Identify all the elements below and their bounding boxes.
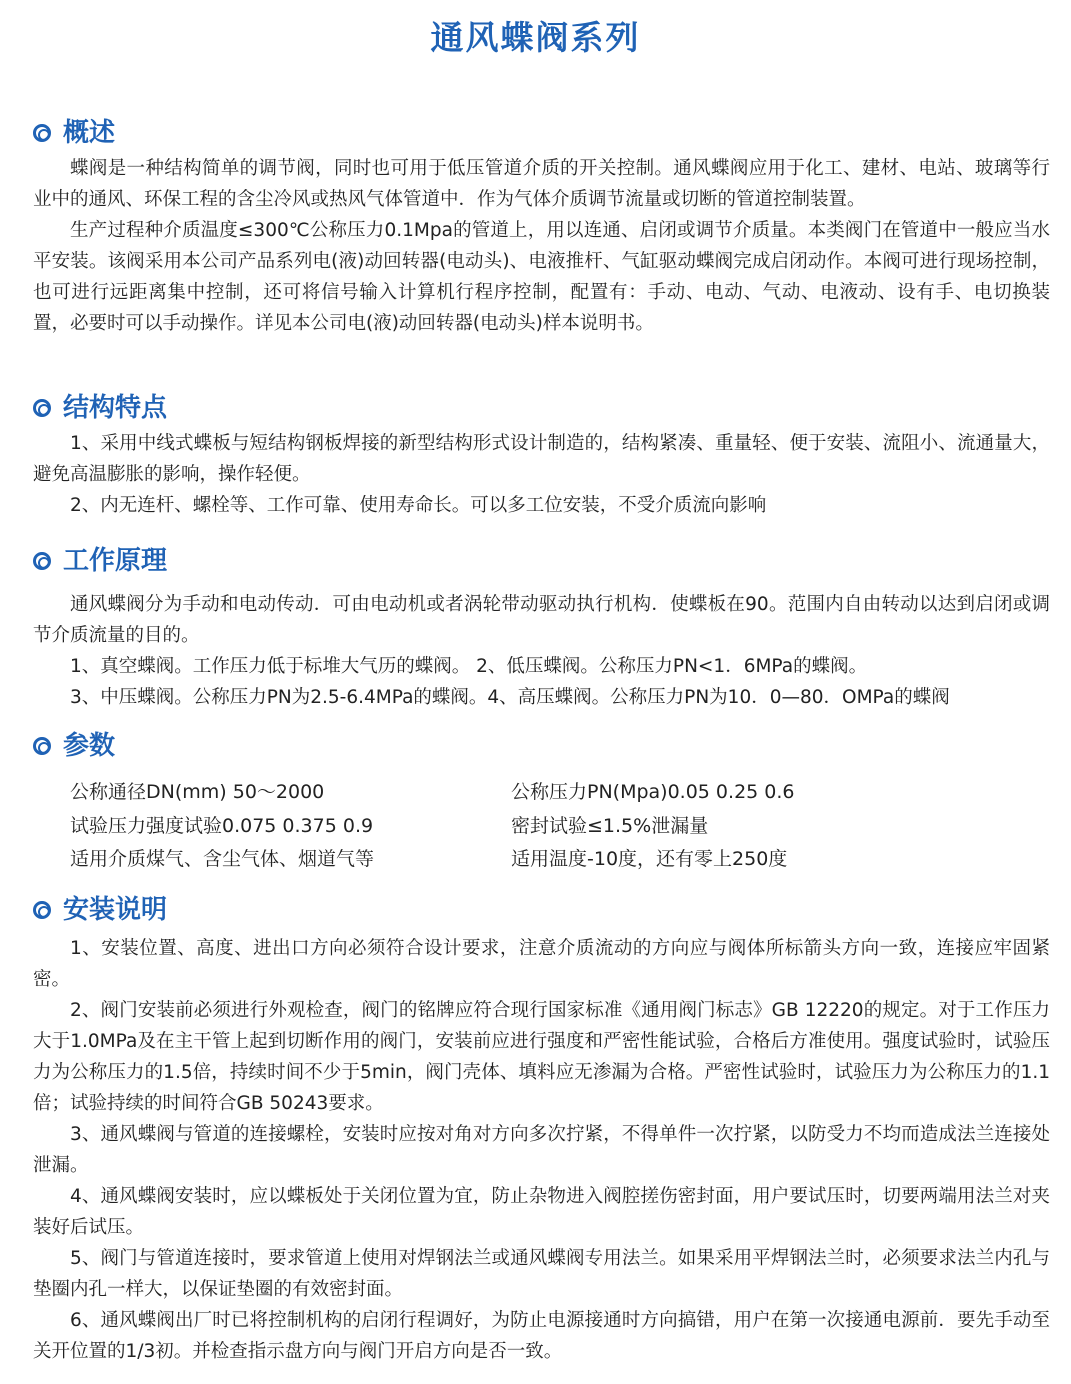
param-item: 试验压力强度试验0.075 0.375 0.9	[70, 814, 374, 837]
paragraph: 通风蝶阀分为手动和电动传动．可由电动机或者涡轮带动驱动执行机构．使蝶板在90。范围内自由转动以达到启闭或调节介质流量的目的。	[33, 594, 1050, 646]
paragraph: 4、通风蝶阀安装时，应以蝶板处于关闭位置为宜，防止杂物进入阀腔搓伤密封面，用户要试压时，切要两端用法兰对夹装好后试压。	[33, 1186, 1050, 1238]
section-principle	[33, 541, 1050, 713]
param-item: 公称压力PN(Mpa)0.05 0.25 0.6	[511, 781, 795, 803]
double-circle-icon	[33, 552, 51, 570]
page-title: 通风蝶阀系列	[430, 18, 641, 57]
section-install	[33, 890, 1050, 1367]
section-heading: 结构特点	[33, 388, 1050, 428]
paragraph: 生产过程种介质温度≤300℃公称压力0.1Mpa的管道上，用以连通、启闭或调节介质量。本类阀门在管道中一般应当水平安装。该阀采用本公司产品系列电(液)动回转器(电动头)、电液推杆、气缸驱动蝶阀完成启闭动作。本阀可进行现场控制，也可进行远距离集中控制，还可将信号输入计算机行程序控制，配置有：手动、电动、气动、电液动、设有手、电切换装置，必要时可以手动操作。详见本公司电(液)动回转器(电动头)样本说明书。	[33, 220, 1050, 334]
paragraph: 1、真空蝶阀。工作压力低于标堆大气历的蝶阀。 2、低压蝶阀。公称压力PN<1．6MPa的蝶阀。	[70, 656, 868, 677]
param-item: 公称通径DN(mm) 50～2000	[70, 781, 325, 803]
paragraph: 蝶阀是一种结构简单的调节阀，同时也可用于低压管道介质的开关控制。通风蝶阀应用于化工、建材、电站、玻璃等行业中的通风、环保工程的含尘冷风或热风气体管道中．作为气体介质调节流量或切断的管道控制装置。	[33, 158, 1050, 210]
params-grid	[33, 776, 1050, 877]
section-params	[33, 726, 1050, 877]
double-circle-icon	[33, 124, 51, 142]
paragraph: 3、中压蝶阀。公称压力PN为2.5-6.4MPa的蝶阀。4、高压蝶阀。公称压力PN为10．0—80．OMPa的蝶阀	[70, 687, 950, 708]
paragraph: 6、通风蝶阀出厂时已将控制机构的启闭行程调好，为防止电源接通时方向搞错，用户在第一次接通电源前．要先手动至关开位置的1/3初。并检查指示盘方向与阀门开启方向是否一致。	[33, 1310, 1050, 1362]
param-item: 适用温度-10度，还有零上250度	[511, 848, 788, 870]
section-heading: 参数	[33, 726, 1050, 766]
double-circle-icon	[33, 901, 51, 919]
paragraph: 2、内无连杆、螺栓等、工作可靠、使用寿命长。可以多工位安装，不受介质流向影响	[70, 495, 767, 516]
paragraph: 3、通风蝶阀与管道的连接螺栓，安装时应按对角对方向多次拧紧，不得单件一次拧紧，以防受力不均而造成法兰连接处泄漏。	[33, 1124, 1050, 1176]
paragraph: 1、安装位置、高度、进出口方向必须符合设计要求，注意介质流动的方向应与阀体所标箭头方向一致，连接应牢固紧密。	[33, 938, 1050, 990]
section-heading: 工作原理	[33, 541, 1050, 581]
paragraph: 1、采用中线式蝶板与短结构钢板焊接的新型结构形式设计制造的，结构紧凑、重量轻、便于安装、流阻小、流通量大，避免高温膨胀的影响，操作轻便。	[33, 433, 1050, 485]
param-item: 密封试验≤1.5%泄漏量	[511, 814, 709, 837]
double-circle-icon	[33, 737, 51, 755]
section-heading: 概述	[33, 113, 1050, 153]
paragraph: 5、阀门与管道连接时，要求管道上使用对焊钢法兰或通风蝶阀专用法兰。如果采用平焊钢法兰时，必须要求法兰内孔与垫圈内孔一样大，以保证垫圈的有效密封面。	[33, 1248, 1050, 1300]
section-features	[33, 388, 1050, 521]
section-heading: 安装说明	[33, 890, 1050, 930]
section-overview	[33, 113, 1050, 339]
paragraph: 2、阀门安装前必须进行外观检查，阀门的铭牌应符合现行国家标准《通用阀门标志》GB 12220的规定。对于工作压力大于1.0MPa及在主干管上起到切断作用的阀门，安装前应进行强度和严密性能试验，合格后方准使用。强度试验时，试验压力为公称压力的1.5倍，持续时间不少于5min，阀门壳体、填料应无渗漏为合格。严密性试验时，试验压力为公称压力的1.1倍；试验持续的时间符合GB 50243要求。	[33, 1000, 1050, 1114]
param-item: 适用介质煤气、含尘气体、烟道气等	[70, 848, 375, 870]
double-circle-icon	[33, 399, 51, 417]
